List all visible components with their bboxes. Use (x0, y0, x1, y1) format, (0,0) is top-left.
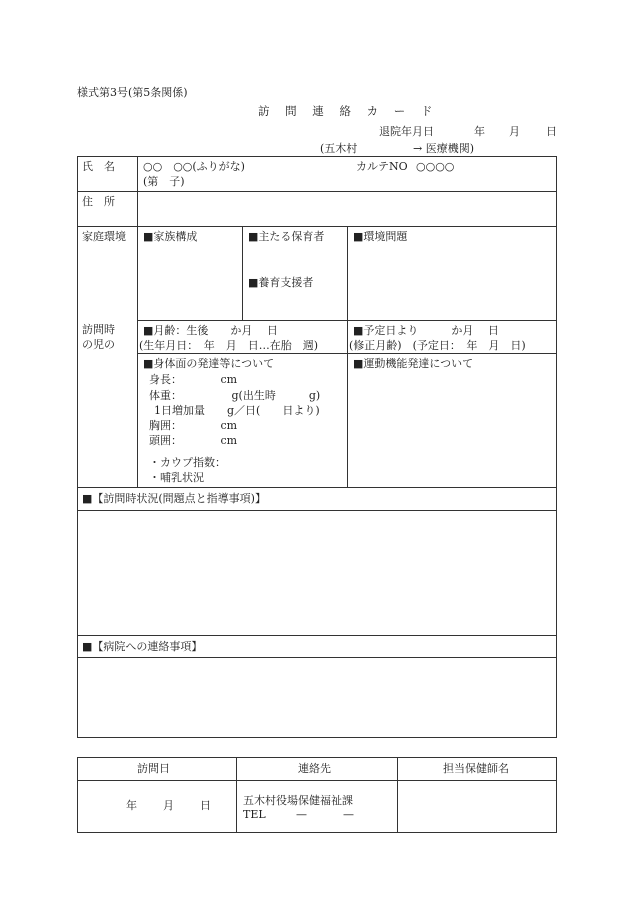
nurse-header: 担当保健師名 (443, 762, 509, 775)
contact-office: 五木村役場保健福祉課 (243, 794, 353, 807)
feeding-line: ・哺乳状況 (149, 471, 204, 484)
discharge-year-label: 年 (474, 125, 485, 138)
page-title: 訪 問 連 絡 カ ー ド (258, 104, 439, 118)
discharge-date-label: 退院年月日 (379, 125, 434, 138)
form-number: 様式第3号(第5条関係) (77, 86, 188, 99)
chart-no-label: カルテNO (356, 160, 408, 173)
visit-status-title: ■【訪問時状況(問題点と指導事項)】 (82, 492, 266, 505)
chart-no-value: ○○○○ (416, 160, 455, 173)
visit-month-label: 月 (163, 799, 174, 812)
due-date-line: ■予定日より か月 日 (353, 324, 499, 337)
name-label: 氏 名 (82, 160, 115, 173)
discharge-day-label: 日 (546, 125, 557, 138)
family-composition-label: ■家族構成 (143, 230, 198, 243)
weight-line: 体重： g(出生時 g) (149, 389, 321, 402)
physical-dev-title: ■身体面の発達等について (143, 357, 275, 370)
discharge-month-label: 月 (509, 125, 520, 138)
family-env-label: 家庭環境 (82, 230, 126, 243)
visit-day-label: 日 (200, 799, 211, 812)
tel-label: TEL (243, 808, 266, 821)
visit-year-label: 年 (126, 799, 137, 812)
hospital-contact-title: ■【病院への連絡事項】 (82, 640, 203, 653)
chest-line: 胸囲： cm (149, 419, 238, 432)
child-at-visit-label: 訪問時 (82, 323, 115, 336)
route-from: (五木村 (320, 142, 358, 155)
head-line: 頭囲： cm (149, 434, 238, 447)
motor-dev-title: ■運動機能発達について (353, 357, 474, 370)
address-label: 住 所 (82, 195, 115, 208)
child-at-visit-label-2: の児の (82, 338, 115, 351)
corrected-age-line: (修正月齢) (予定日： 年 月 日) (349, 339, 526, 352)
name-value: ○○ ○○(ふりがな) (143, 160, 245, 173)
birth-order: (第 子) (143, 175, 185, 188)
height-line: 身長： cm (149, 373, 238, 386)
route-to: → 医療機関) (413, 142, 475, 155)
contact-header: 連絡先 (298, 762, 331, 775)
child-support-label: ■養育支援者 (248, 276, 314, 289)
tel-dash-1: — (296, 808, 307, 821)
env-problem-label: ■環境問題 (353, 230, 408, 243)
daily-gain-line: 1日増加量 g／日( 日より) (154, 404, 320, 417)
visit-date-header: 訪問日 (137, 762, 170, 775)
age-line: ■月齢：生後 か月 日 (143, 324, 278, 337)
main-guardian-label: ■主たる保育者 (248, 230, 325, 243)
birth-date-line: (生年月日： 年 月 日…在胎 週) (139, 339, 319, 352)
kaup-line: ・カウプ指数： (149, 456, 226, 469)
tel-dash-2: — (343, 808, 354, 821)
